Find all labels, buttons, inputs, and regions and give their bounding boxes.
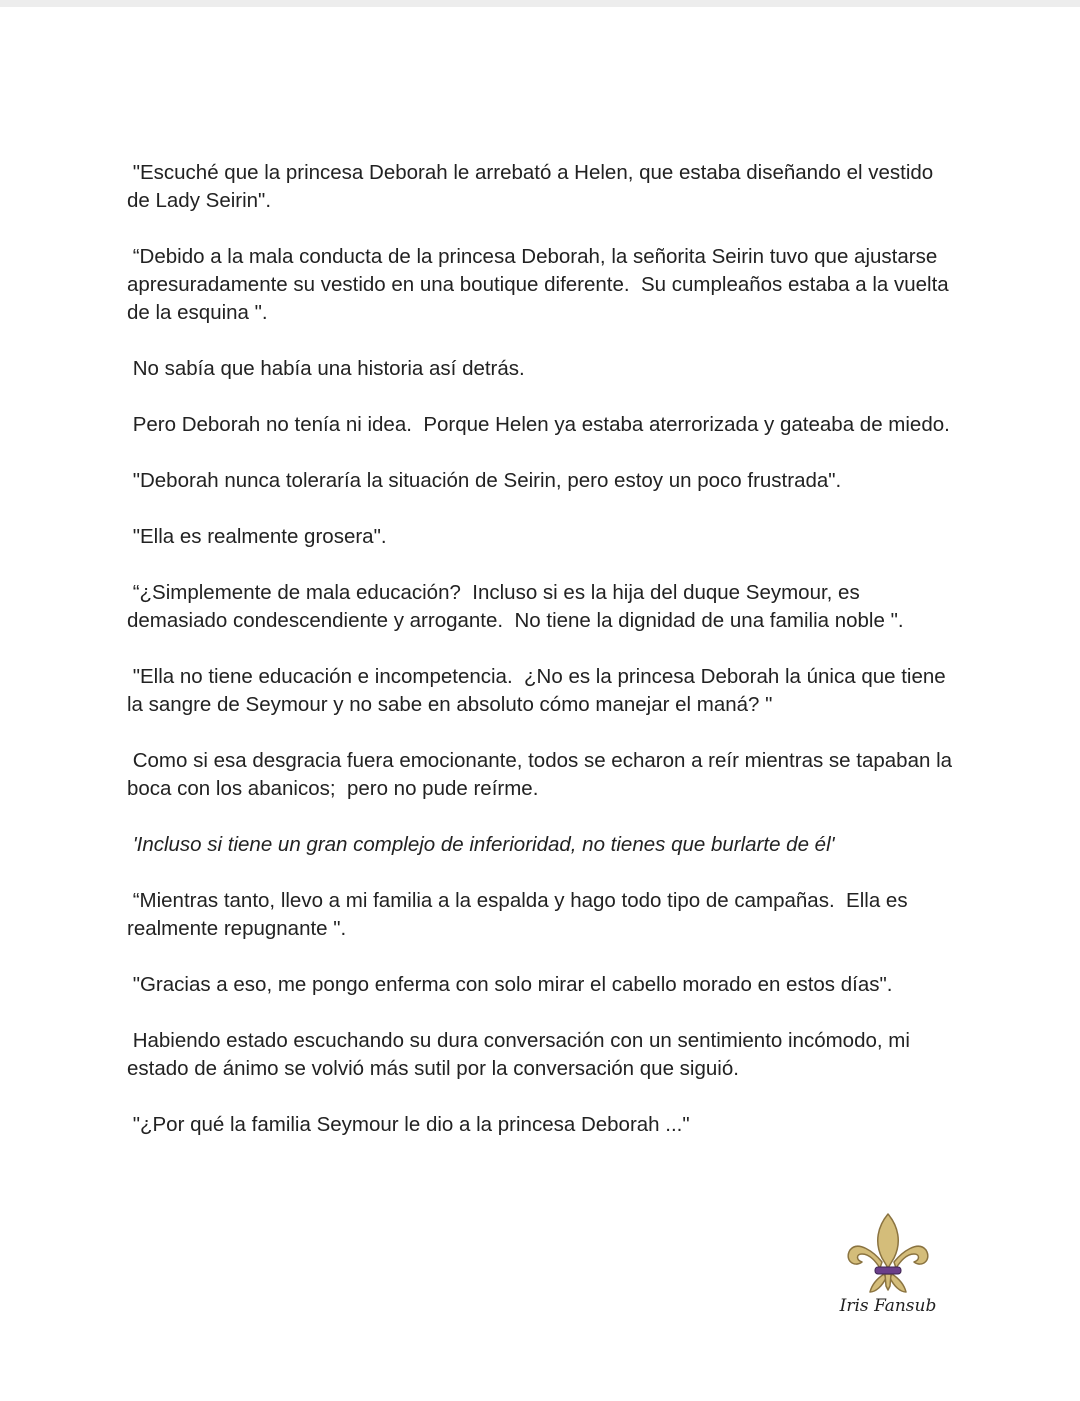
iris-fansub-watermark bbox=[838, 1212, 938, 1322]
paragraph: No sabía que había una historia así detrás. bbox=[127, 357, 525, 380]
top-border-strip bbox=[0, 0, 1080, 7]
italic-thought-paragraph: 'Incluso si tiene un gran complejo de inferioridad, no tienes que burlarte de él' bbox=[127, 833, 835, 856]
paragraph: Habiendo estado escuchando su dura conversación con un sentimiento incómodo, mi estado de ánimo se volvió más sutil por la conversación que siguió. bbox=[127, 1029, 916, 1080]
paragraph: "Escuché que la princesa Deborah le arrebató a Helen, que estaba diseñando el vestido de Lady Seirin". bbox=[127, 161, 939, 212]
paragraph: "Deborah nunca toleraría la situación de Seirin, pero estoy un poco frustrada". bbox=[127, 469, 842, 492]
paragraph: "Gracias a eso, me pongo enferma con solo mirar el cabello morado en estos días". bbox=[127, 973, 893, 996]
paragraph: “Debido a la mala conducta de la princesa Deborah, la señorita Seirin tuvo que ajustarse apresuradamente su vestido en una boutique diferente. Su cumpleaños estaba a la vuelta de la esquina ". bbox=[127, 245, 955, 324]
watermark-label: Iris Fansub bbox=[839, 1296, 937, 1316]
paragraph: Como si esa desgracia fuera emocionante, todos se echaron a reír mientras se tapaban la boca con los abanicos; pero no pude reírme. bbox=[127, 749, 958, 800]
paragraph: "Ella es realmente grosera". bbox=[127, 525, 387, 548]
paragraph: "¿Por qué la familia Seymour le dio a la princesa Deborah ..." bbox=[127, 1113, 690, 1136]
paragraph: “Mientras tanto, llevo a mi familia a la espalda y hago todo tipo de campañas. Ella es realmente repugnante ". bbox=[127, 889, 914, 940]
fleur-de-lis-icon bbox=[844, 1212, 932, 1296]
document-body bbox=[127, 159, 957, 1167]
paragraph: "Ella no tiene educación e incompetencia. ¿No es la princesa Deborah la única que tiene la sangre de Seymour y no sabe en absoluto cómo manejar el maná? " bbox=[127, 665, 952, 716]
paragraph: Pero Deborah no tenía ni idea. Porque Helen ya estaba aterrorizada y gateaba de miedo. bbox=[127, 413, 950, 436]
paragraph: “¿Simplemente de mala educación? Incluso si es la hija del duque Seymour, es demasiado condescendiente y arrogante. No tiene la dignidad de una familia noble ". bbox=[127, 581, 904, 632]
